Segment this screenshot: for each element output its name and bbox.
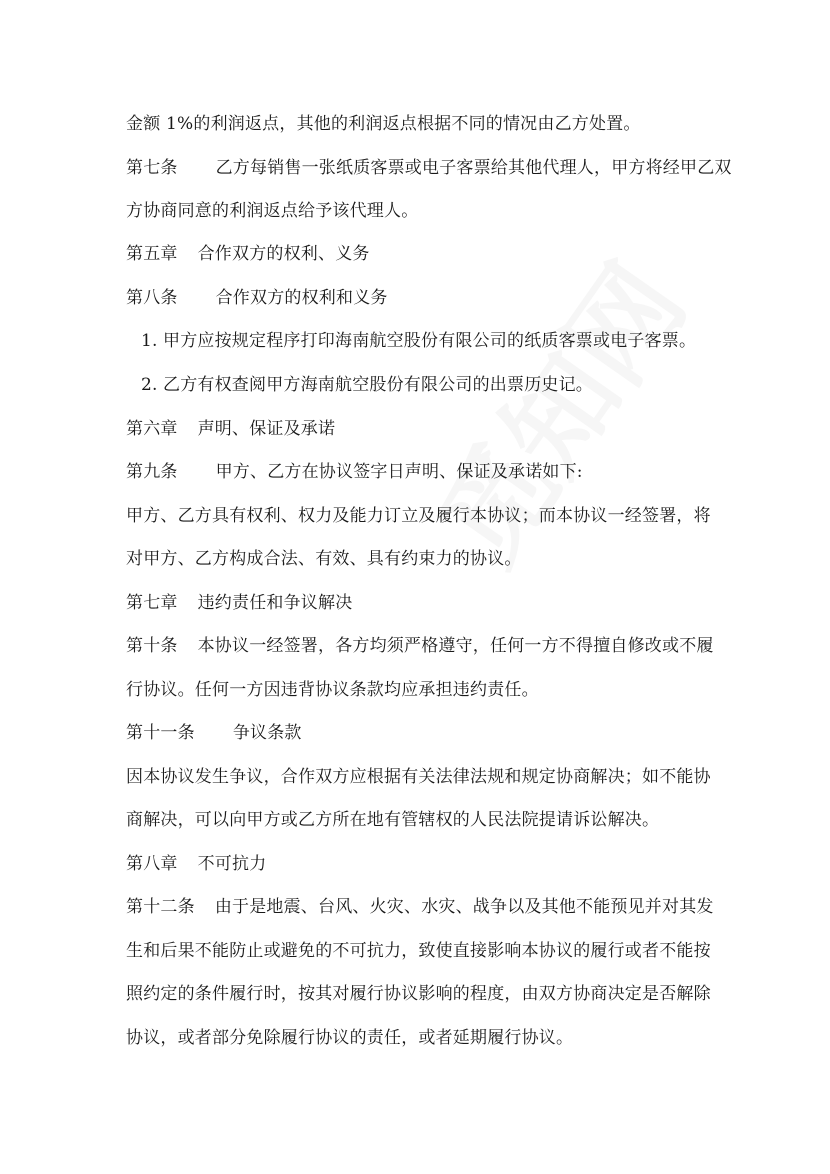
text-line: 行协议。任何一方因违背协议条款均应承担违约责任。 xyxy=(126,680,539,700)
paragraph-line xyxy=(126,679,539,701)
article-8-line xyxy=(126,287,388,309)
chapter-label: 第六章 xyxy=(126,419,178,439)
list-number: 2. xyxy=(141,375,158,395)
text-line: 对甲方、乙方构成合法、有效、具有约束力的协议。 xyxy=(126,549,522,569)
paragraph-line xyxy=(126,505,711,527)
list-number: 1. xyxy=(141,331,158,351)
chapter-title: 声明、保证及承诺 xyxy=(197,419,336,439)
article-12-line xyxy=(126,896,714,918)
text-line: 争议条款 xyxy=(232,723,302,743)
list-item xyxy=(141,374,593,396)
chapter-title: 违约责任和争议解决 xyxy=(197,593,353,613)
paragraph-line xyxy=(126,548,522,570)
watermark xyxy=(396,229,715,590)
chapter-label: 第八章 xyxy=(126,854,178,874)
chapter-6-heading xyxy=(126,418,335,440)
paragraph-line xyxy=(126,940,711,962)
paragraph-line xyxy=(126,809,659,831)
article-label: 第十二条 xyxy=(126,897,195,917)
article-label: 第八条 xyxy=(126,288,178,308)
text-line: 甲方、乙方在协议签字日声明、保证及承诺如下: xyxy=(215,462,583,482)
text-line: 由于是地震、台风、火灾、水灾、战争以及其他不能预见并对其发 xyxy=(214,897,714,917)
text-line: 甲方应按规定程序打印海南航空股份有限公司的纸质客票或电子客票。 xyxy=(163,331,697,351)
article-label: 第七条 xyxy=(126,158,178,178)
chapter-5-heading xyxy=(126,243,370,265)
article-label: 第十一条 xyxy=(126,723,195,743)
paragraph-line xyxy=(126,200,418,222)
text-line: 协议，或者部分免除履行协议的责任，或者延期履行协议。 xyxy=(126,1028,574,1048)
paragraph-line xyxy=(126,766,711,788)
paragraph-line xyxy=(126,113,641,135)
article-label: 第十条 xyxy=(126,636,178,656)
text-line: 金额 1%的利润返点，其他的利润返点根据不同的情况由乙方处置。 xyxy=(126,114,641,134)
chapter-7-heading xyxy=(126,592,352,614)
text-line: 乙方每销售一张纸质客票或电子客票给其他代理人，甲方将经甲乙双 xyxy=(215,158,732,178)
text-line: 方协商同意的利润返点给予该代理人。 xyxy=(126,201,419,221)
article-9-line xyxy=(126,461,583,483)
article-label: 第九条 xyxy=(126,462,178,482)
text-line: 商解决，可以向甲方或乙方所在地有管辖权的人民法院提请诉讼解决。 xyxy=(126,810,660,830)
article-10-line xyxy=(126,635,714,657)
chapter-8-heading xyxy=(126,853,266,875)
text-line: 照约定的条件履行时，按其对履行协议影响的程度，由双方协商决定是否解除 xyxy=(126,984,711,1004)
text-line: 因本协议发生争议，合作双方应根据有关法律法规和规定协商解决；如不能协 xyxy=(126,767,711,787)
list-item xyxy=(141,330,696,352)
paragraph-line xyxy=(126,1027,573,1049)
text-line: 本协议一经签署，各方均须严格遵守，任何一方不得擅自修改或不履 xyxy=(197,636,714,656)
article-7-line xyxy=(126,157,732,179)
chapter-label: 第七章 xyxy=(126,593,178,613)
chapter-title: 合作双方的权利、义务 xyxy=(197,244,370,264)
chapter-label: 第五章 xyxy=(126,244,178,264)
text-line: 合作双方的权利和义务 xyxy=(215,288,388,308)
article-11-line xyxy=(126,722,302,744)
text-line: 乙方有权查阅甲方海南航空股份有限公司的出票历史记。 xyxy=(163,375,593,395)
text-line: 甲方、乙方具有权利、权力及能力订立及履行本协议；而本协议一经签署，将 xyxy=(126,506,711,526)
chapter-title: 不可抗力 xyxy=(197,854,267,874)
text-line: 生和后果不能防止或避免的不可抗力，致使直接影响本协议的履行或者不能按 xyxy=(126,941,711,961)
paragraph-line xyxy=(126,983,711,1005)
